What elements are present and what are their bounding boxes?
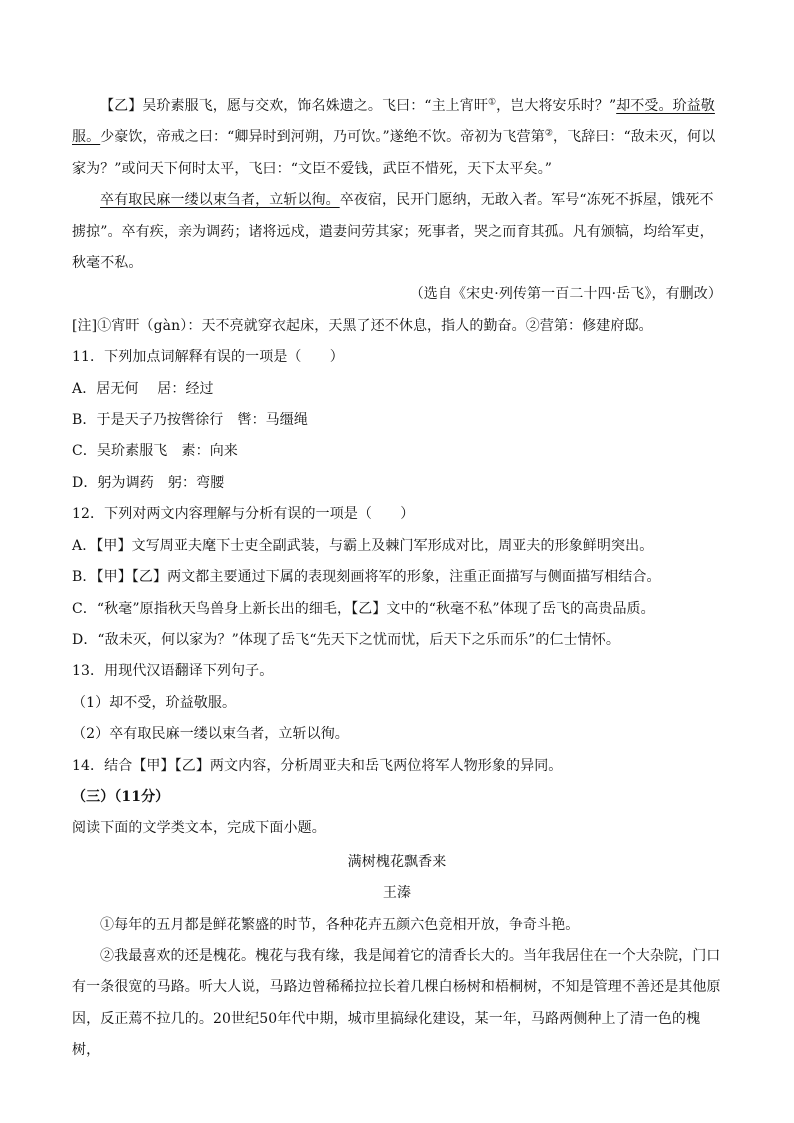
question-11-option-c: C．吴玠素服飞 素：向来: [72, 443, 238, 460]
note-1-marker: ①: [487, 97, 497, 108]
question-11-option-a: A．居无何 居：经过: [72, 380, 214, 397]
passage-yi-paragraph-2: 卒有取民麻一缕以束刍者，立斩以徇。卒夜宿，民开门愿纳，无敢入者。军号“冻死不拆屋，饿死不掳掠”。卒有疾，亲为调药；诸将远戍，遣妻问劳其家；死事者，哭之而育其孤。凡有颁犒，均给军吏，秋毫不私。: [72, 192, 714, 272]
question-12-option-c: C．“秋毫”原指秋天鸟兽身上新长出的细毛，【乙】文中的“秋毫不私”体现了岳飞的高贵品质。: [72, 600, 655, 617]
question-12-stem: 12．下列对两文内容理解与分析有误的一项是（ ）: [72, 506, 415, 523]
underlined-sentence-1: 却不受。玠益敬服。: [72, 98, 715, 146]
question-11-option-d: D．躬为调药 躬：弯腰: [72, 474, 225, 491]
passage-yi-label: 【乙】: [100, 98, 143, 114]
question-11-option-b: B．于是天子乃按辔徐行 辔：马缰绳: [72, 412, 308, 429]
footnotes: [注]①宵旰（gàn）：天不亮就穿衣起床，天黑了还不休息，指人的勤奋。②营第：修建府邸。: [72, 317, 653, 334]
question-13-item-2: （2）卒有取民麻一缕以束刍者，立斩以徇。: [72, 726, 349, 743]
source-citation: （选自《宋史·列传第一百二十四·岳飞》，有删改）: [409, 286, 722, 303]
question-12-option-b: B．【甲】【乙】两文都主要通过下属的表现刻画将军的形象，注重正面描写与侧面描写相结合。: [72, 569, 661, 586]
note-2-marker: ②: [544, 128, 553, 139]
underlined-sentence-2: 卒有取民麻一缕以束刍者，立斩以徇。: [100, 192, 340, 209]
question-13-stem: 13．用现代汉语翻译下列句子。: [72, 663, 274, 680]
article-paragraph-2: ②我最喜欢的还是槐花。槐花与我有缘，我是闻着它的清香长大的。当年我居住在一个大杂院，门口有一条很宽的马路。听大人说，马路边曾稀稀拉拉长着几棵白杨树和梧桐树，不知是管理不善还是其他原因，反正蔫不拉几的。20世纪50年代中期，城市里搞绿化建设，某一年，马路两侧种上了清一色的槐树，: [72, 947, 721, 1059]
question-13-item-1: （1）却不受，玠益敬服。: [72, 694, 237, 711]
section-3-instruction: 阅读下面的文学类文本，完成下面小题。: [72, 820, 326, 837]
article-title: 满树槐花飘香来: [347, 853, 447, 870]
question-12-option-a: A．【甲】文写周亚夫麾下士吏全副武装，与霸上及棘门军形成对比，周亚夫的形象鲜明突出。: [72, 537, 654, 554]
section-3-heading: （三）（11分）: [72, 788, 170, 805]
question-11-stem: 11．下列加点词解释有误的一项是（ ）: [72, 349, 344, 366]
article-paragraph-1: ①每年的五月都是鲜花繁盛的时节，各种花卉五颜六色竞相开放，争奇斗艳。: [100, 916, 580, 933]
article-author: 王溱: [382, 885, 412, 902]
question-12-option-d: D．“敌未灭，何以家为？”体现了岳飞“先天下之忧而忧，后天下之乐而乐”的仁士情怀。: [72, 631, 620, 648]
passage-yi-paragraph-1: 【乙】吴玠素服飞，愿与交欢，饰名姝遗之。飞曰：“主上宵旰①，岂大将安乐时？”却不受。玠益敬服。少豪饮，帝戒之曰：“卿异时到河朔，乃可饮。”遂绝不饮。帝初为飞营第②，飞辞曰：“敌未灭，何以家为？”或问天下何时太平，飞曰：“文臣不爱钱，武臣不惜死，天下太平矣。”: [72, 97, 716, 177]
question-14-stem: 14．结合【甲】【乙】两文内容，分析周亚夫和岳飞两位将军人物形象的异同。: [72, 757, 563, 774]
